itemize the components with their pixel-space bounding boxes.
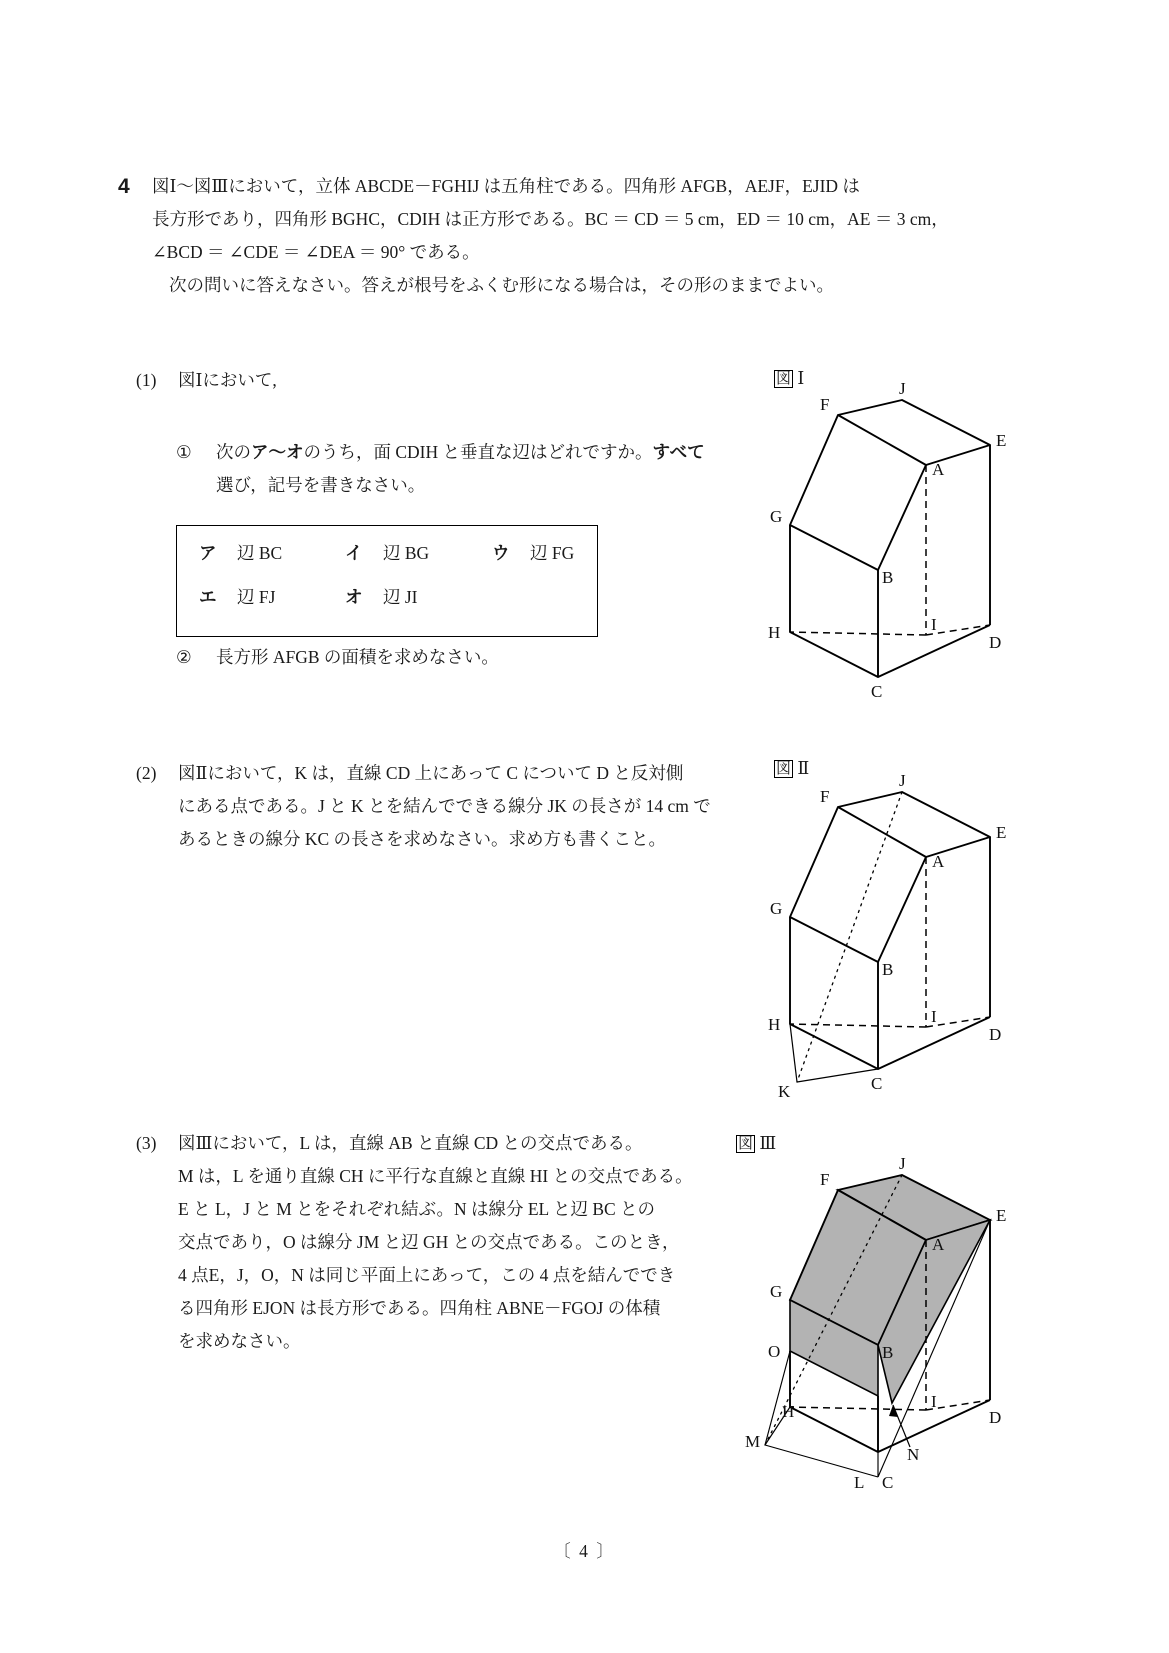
figure-2-label-J: J [899,771,906,790]
figure-3-label-D: D [989,1408,1002,1427]
question-1-sub-1-body [216,444,776,495]
figure-1-left-face [790,415,926,570]
figure-1-label-D: D [989,633,1002,652]
figure-2-label-F: F [820,787,830,806]
figure-3-label-N: N [907,1445,920,1464]
question-3-line-6: る四角形 EJON は長方形である。四角柱 ABNE－FGOJ の体積 [178,1298,661,1318]
sub1-choice-range: ア～オ [251,442,304,462]
figure-3-label-F: F [820,1170,830,1189]
sub1-text-a: 次の [216,442,251,462]
figure-3-label-H: H [782,1402,795,1421]
figure-2-label-B: B [882,960,894,979]
question-2-line-1: 図Ⅱにおいて，K は，直線 CD 上にあって C について D と反対側 [178,763,684,783]
question-2-body [178,765,776,849]
figure-3 [745,1154,1030,1492]
question-1-sub-2-line-1: 長方形 AFGB の面積を求めなさい。 [216,647,499,667]
figure-3-label-B: B [882,1343,894,1362]
figure-1-top-face [838,400,990,465]
figure-1-label-E: E [996,431,1007,450]
figure-2-caption-number: Ⅱ [797,758,810,778]
figure-2-label-K: K [778,1082,791,1101]
figure-3-label-L: L [854,1473,865,1492]
question-1-label: (1) [136,370,157,390]
choices-box [176,525,598,637]
figure-3-label-J: J [899,1154,906,1173]
intro-line-4: 次の問いに答えなさい。答えが根号をふくむ形になる場合は，その形のままでよい。 [169,275,834,295]
question-1-sub-1 [176,444,776,495]
figure-1 [760,380,1030,700]
figure-2-top-face [838,792,990,857]
figure-3-label-E: E [996,1206,1007,1225]
figure-1-label-B: B [882,568,894,587]
figure-2-label-A: A [932,852,945,871]
figure-3-caption-zu: 図 [738,1136,754,1152]
choices-row-1 [177,536,597,570]
figure-3-label-G: G [770,1282,783,1301]
figure-1-label-F: F [820,395,830,414]
question-3-line-2: M は，L を通り直線 CH に平行な直線と直線 HI との交点である。 [178,1166,693,1186]
page-footer: 〔 4 〕 [553,1541,616,1561]
question-1 [136,372,776,390]
choice-mark-i: イ [345,543,363,563]
figure-2-label-I: I [931,1007,937,1026]
figure-1-caption-number: Ⅰ [797,368,805,388]
question-3-line-3: E と L，J と M とをそれぞれ結ぶ。N は線分 EL と辺 BC との [178,1199,656,1219]
figure-3-caption-number: Ⅲ [759,1133,777,1153]
figure-3-hidden-edge-IH [790,1407,926,1410]
figure-2-caption-zu: 図 [776,761,792,777]
question-3-line-4: 交点であり，O は線分 JM と辺 GH との交点である。このとき， [178,1232,680,1252]
figure-1-hidden-edge-IH [790,632,926,635]
question-1-sub-2-body [216,649,776,667]
figure-2 [760,772,1030,1102]
figure-1-label-H: H [768,623,781,642]
sub1-emphasis-subete: すべて [652,442,705,462]
figure-1-label-C: C [871,682,883,701]
figure-1-label-J: J [899,379,906,398]
question-3-line-7: を求めなさい。 [178,1331,301,1351]
problem-intro [152,178,1012,295]
figure-3-label-I: I [931,1392,937,1411]
choice-mark-o: オ [345,587,363,607]
figure-2-hidden-edge-IH [790,1024,926,1027]
figure-3-label-A: A [932,1235,945,1254]
figure-3-line-OM [765,1351,790,1445]
figure-3-label-C: C [882,1473,894,1492]
choices-row-2 [177,580,597,614]
choice-text-i: 辺 BG [383,543,430,563]
figure-2-label-D: D [989,1025,1002,1044]
figure-3-label-O: O [768,1342,781,1361]
figure-1-label-G: G [770,507,783,526]
question-1-sub-2 [176,649,776,667]
choice-text-e: 辺 FJ [237,587,276,607]
choice-text-o: 辺 JI [383,587,418,607]
question-1-body [178,372,776,390]
figure-2-left-face [790,807,926,962]
intro-line-2: 長方形であり，四角形 BGHC，CDIH は正方形である。BC ＝ CD ＝ 5 cm，ED ＝ 10 cm，AE ＝ 3 cm， [152,209,949,229]
choice-mark-e: エ [199,587,217,607]
intro-line-3: ∠BCD ＝ ∠CDE ＝ ∠DEA ＝ 90° である。 [152,242,480,262]
question-1-sub-1-line-2: 選び，記号を書きなさい。 [216,475,426,495]
problem-number: 4 [118,175,130,198]
question-2-label: (2) [136,763,157,783]
choice-text-u: 辺 FG [530,543,575,563]
figure-2-line-KC [797,1069,878,1082]
question-3-line-5: 4 点E，J，O，N は同じ平面上にあって，この 4 点を結んででき [178,1265,676,1285]
question-2-line-2: にある点である。J と K とを結んでできる線分 JK の長さが 14 cm で [178,796,711,816]
question-3-line-1: 図Ⅲにおいて，L は，直線 AB と直線 CD との交点である。 [178,1133,643,1153]
figure-1-label-A: A [932,460,945,479]
choice-mark-a: ア [199,543,217,563]
question-3-body [178,1135,776,1351]
choice-text-a: 辺 BC [237,543,283,563]
figure-3-label-M: M [745,1432,761,1451]
figure-2-label-G: G [770,899,783,918]
figure-2-label-E: E [996,823,1007,842]
question-1-sub-2-label: ② [176,647,192,667]
figure-2-label-C: C [871,1074,883,1093]
choice-mark-u: ウ [492,543,510,563]
question-2-line-3: あるときの線分 KC の長さを求めなさい。求め方も書くこと。 [178,829,667,849]
sub1-text-c: のうち，面 CDIH と垂直な辺はどれですか。 [303,442,653,462]
question-1-sub-1-label: ① [176,442,192,462]
figure-1-caption-zu: 図 [776,371,792,387]
question-2 [136,765,776,849]
intro-line-1: 図Ⅰ～図Ⅲにおいて，立体 ABCDE－FGHIJ は五角柱である。四角形 AFGB，AEJF，EJID は [152,176,860,196]
question-3-label: (3) [136,1133,157,1153]
question-1-lead: 図Ⅰにおいて, [178,370,277,390]
figure-2-label-H: H [768,1015,781,1034]
figure-1-label-I: I [931,615,937,634]
figure-2-line-HK [790,1024,797,1082]
figure-3-caption [736,1135,776,1153]
question-3 [136,1135,776,1351]
question-1-sub-1-line-1 [216,444,776,462]
